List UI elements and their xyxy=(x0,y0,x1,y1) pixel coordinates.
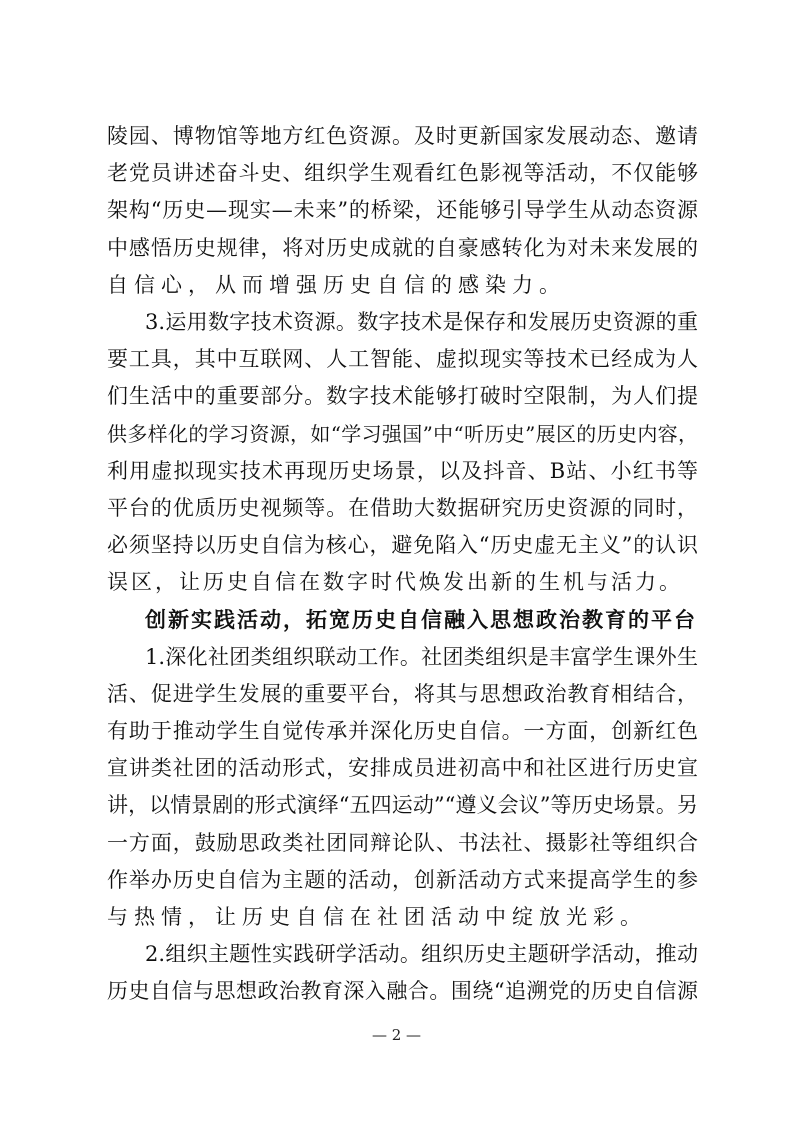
text-line: 中感悟历史规律，将对历史成就的自豪感转化为对未来发展的 xyxy=(107,235,698,260)
text-line: 必须坚持以历史自信为核心，避免陷入“历史虚无主义”的认识 xyxy=(107,533,698,558)
section-heading xyxy=(107,601,698,638)
text-line: 历史自信与思想政治教育深入融合。围绕“追溯党的历史自信源 xyxy=(107,979,698,1004)
text-line: 与热情，让历史自信在社团活动中绽放光彩。 xyxy=(107,904,647,929)
text-line: 作举办历史自信为主题的活动，创新活动方式来提高学生的参 xyxy=(107,867,698,892)
page-number: — 2 — xyxy=(371,1026,422,1044)
text-line: 3.运用数字技术资源。数字技术是保存和发展历史资源的重 xyxy=(145,309,698,334)
text-line: 讲，以情景剧的形式演绎“五四运动”“遵义会议”等历史场景。另 xyxy=(107,793,698,818)
text-line: 要工具，其中互联网、人工智能、虚拟现实等技术已经成为人 xyxy=(107,347,698,372)
paragraph xyxy=(107,639,698,937)
text-line: 们生活中的重要部分。数字技术能够打破时空限制，为人们提 xyxy=(107,384,698,409)
text-line: 1.深化社团类组织联动工作。社团类组织是丰富学生课外生 xyxy=(145,644,698,669)
text-line: 供多样化的学习资源，如“学习强国”中“听历史”展区的历史内容， xyxy=(107,421,698,446)
text-line: 架构“历史—现实—未来”的桥梁，还能够引导学生从动态资源 xyxy=(107,198,698,223)
text-line: 陵园、博物馆等地方红色资源。及时更新国家发展动态、邀请 xyxy=(107,124,698,148)
text-line: 平台的优质历史视频等。在借助大数据研究历史资源的同时， xyxy=(107,495,698,520)
text-line: 创新实践活动，拓宽历史自信融入思想政治教育的平台 xyxy=(145,607,697,633)
text-line: 误区，让历史自信在数字时代焕发出新的生机与活力。 xyxy=(107,570,683,595)
paragraph xyxy=(107,118,698,304)
paragraph xyxy=(107,304,698,602)
text-line: 宣讲类社团的活动形式，安排成员进初高中和社区进行历史宣 xyxy=(107,756,698,781)
paragraph xyxy=(107,936,698,1010)
text-line: 自信心，从而增强历史自信的感染力。 xyxy=(107,272,566,297)
text-line: 活、促进学生发展的重要平台，将其与思想政治教育相结合， xyxy=(107,681,698,706)
text-line: 有助于推动学生自觉传承并深化历史自信。一方面，创新红色 xyxy=(107,719,698,743)
document-body xyxy=(107,118,698,1011)
text-line: 2.组织主题性实践研学活动。组织历史主题研学活动，推动 xyxy=(145,942,698,967)
text-line: 老党员讲述奋斗史、组织学生观看红色影视等活动，不仅能够 xyxy=(107,161,698,186)
text-line: 一方面，鼓励思政类社团同辩论队、书法社、摄影社等组织合 xyxy=(107,830,698,855)
text-line: 利用虚拟现实技术再现历史场景，以及抖音、B站、小红书等 xyxy=(107,458,698,483)
